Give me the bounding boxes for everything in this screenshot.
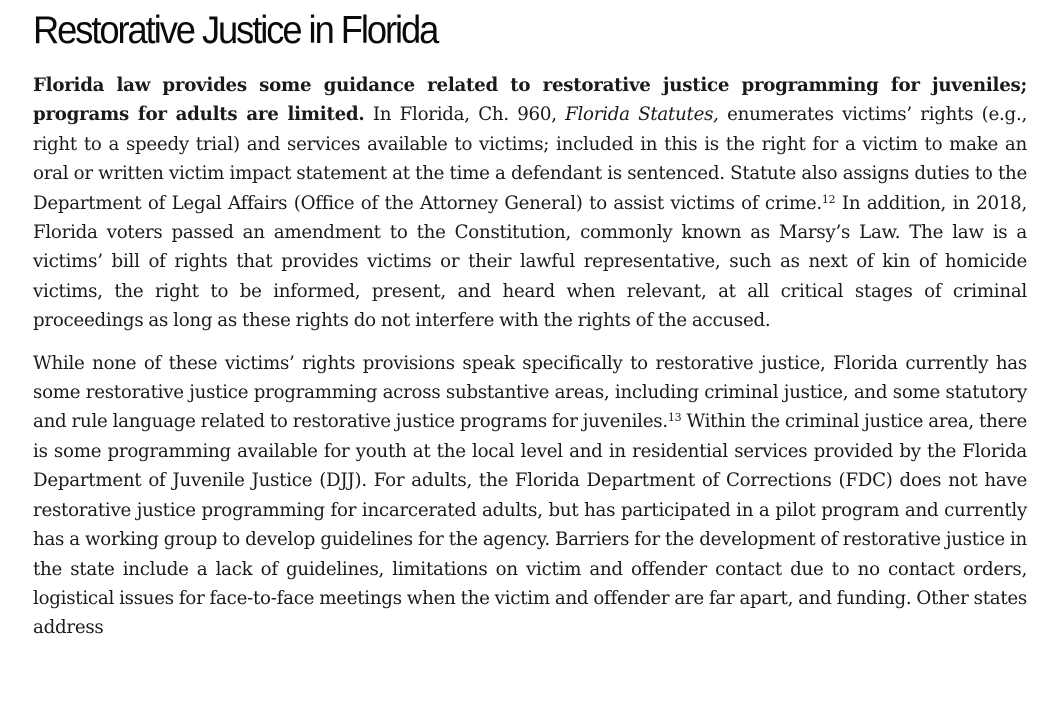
- page-title: Restorative Justice in Florida: [33, 9, 438, 52]
- footnote-ref-13[interactable]: 13: [667, 411, 682, 425]
- paragraph-1: [33, 71, 1027, 336]
- paragraph-1-text-b: enumerates victims’ rights (e.g., right to a speedy trial) and services available to victims; included in this is the right for a victim to make an oral or written victim impact statement at the time a defendant is sentenced. Statute also assigns duties to the Department of Legal Affairs (Office of the Attorney General) to assist victims of crime.: [33, 104, 1028, 214]
- paragraph-2: [33, 349, 1027, 643]
- paragraph-2-text-b: Within the criminal justice area, there is some programming available for youth at the local level and in residential services provided by the Florida Department of Juvenile Justice (DJJ). For adults, the Florida Department of Corrections (FDC) does not have restorative justice programming for incarcerated adults, but has participated in a pilot program and currently has a working group to develop guidelines for the agency. Barriers for the development of restorative justice in the state include a lack of guidelines, limitations on victim and offender contact due to no contact orders, logistical issues for face-to-face meetings when the victim and offender are far apart, and funding. Other states address: [33, 411, 1028, 639]
- paragraph-1-text-c: In addition, in 2018, Florida voters passed an amendment to the Constitution, commonly known as Marsy’s Law. The law is a victims’ bill of rights that provides victims or their lawful representative, such as next of kin of homicide victims, the right to be informed, present, and heard when relevant, at all critical stages of criminal proceedings as long as these rights do not interfere with the rights of the accused.: [33, 192, 1027, 332]
- paragraph-1-text-a: In Florida, Ch. 960,: [364, 104, 566, 126]
- paragraph-1-lead: Florida law provides some guidance related to restorative justice programming for juveniles; programs for adults are limited.: [33, 75, 1027, 126]
- paragraph-2-text-a: While none of these victims’ rights provisions speak specifically to restorative justice, Florida currently has some restorative justice programming across substantive areas, including criminal justice, and some statutory and rule language related to restorative justice programs for juveniles.: [33, 352, 1027, 433]
- statute-name: Florida Statutes,: [565, 104, 719, 126]
- footnote-ref-12[interactable]: 12: [821, 192, 836, 206]
